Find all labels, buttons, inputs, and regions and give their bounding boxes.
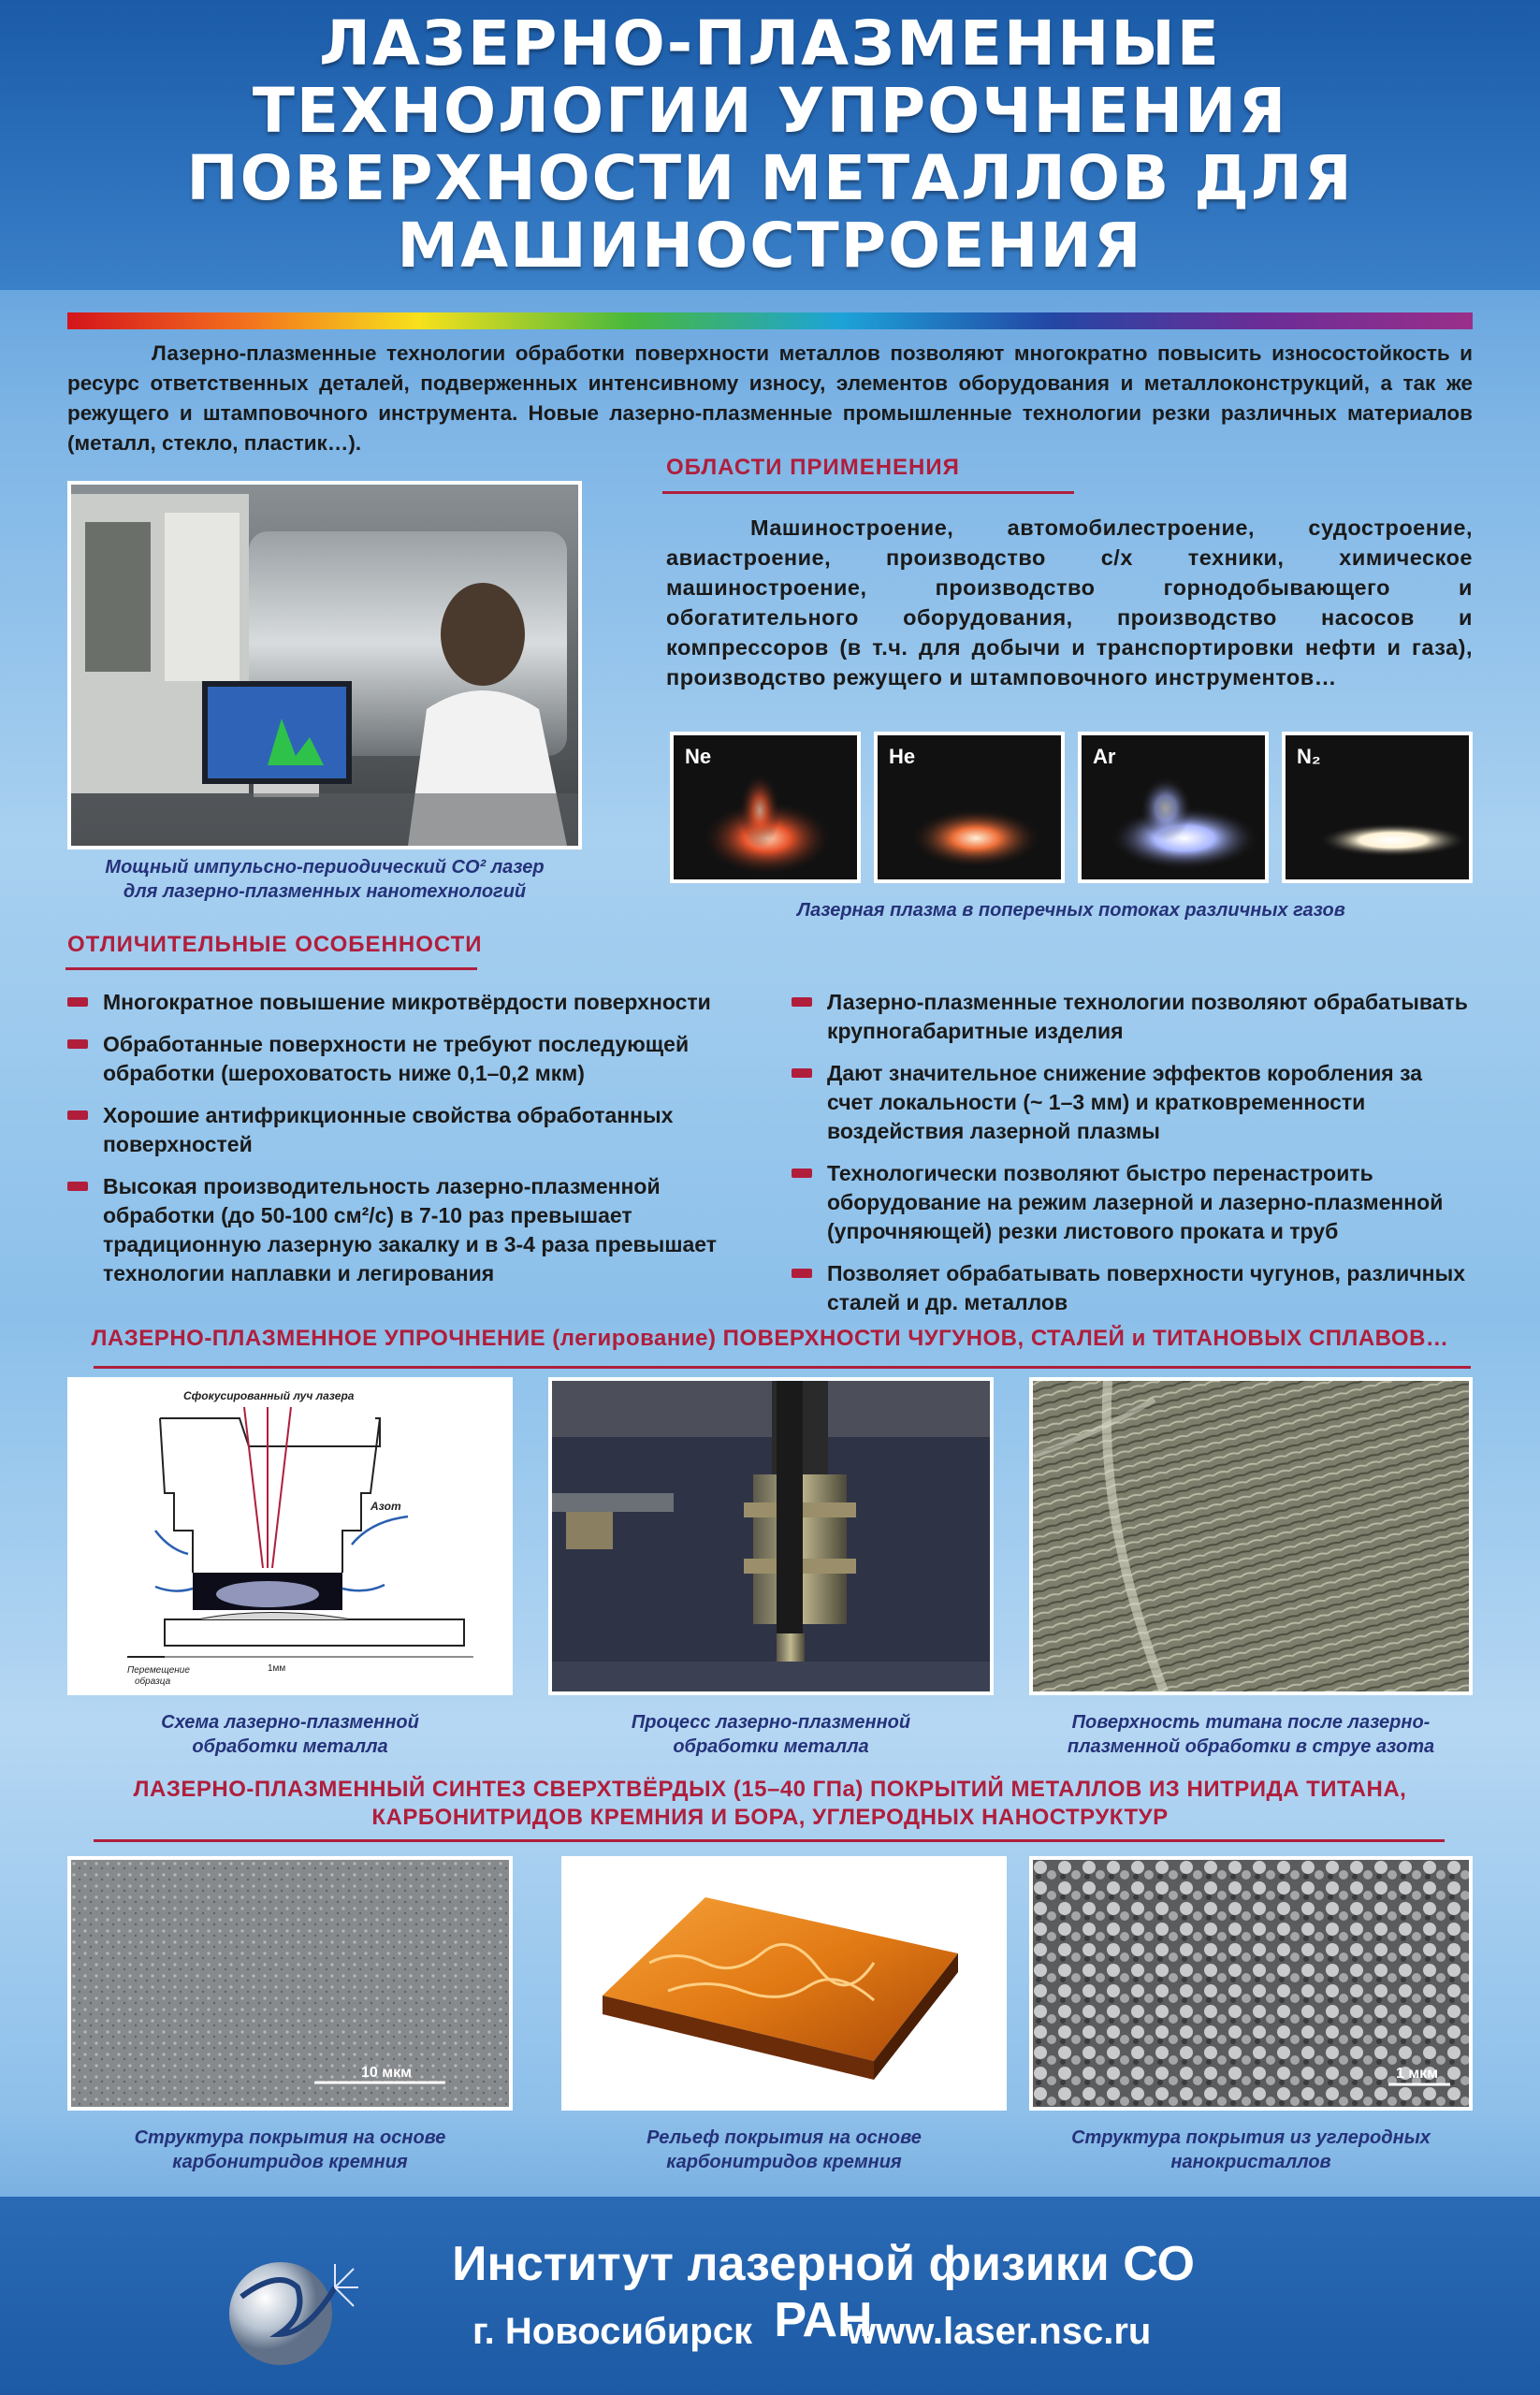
feature-text: Высокая производительность лазерно-плазменной обработки (до 50-100 см²/с) в 7-10 раз превышает традиционную лазерную закалку и в 3-4 раза превышает технологии наплавки и легирования [103, 1174, 718, 1285]
feature-item [792, 1159, 1473, 1246]
gas-label-ar: Ar [1093, 745, 1116, 768]
synthesis-caption-2 [561, 2126, 1007, 2174]
hardening-caption-3 [1029, 1710, 1473, 1759]
sem-silicon-carbonitride-photo [67, 1856, 513, 2111]
header [0, 0, 1540, 290]
features-right-list [792, 988, 1473, 1330]
bullet-icon [792, 997, 812, 1007]
sem-3-illustration [1033, 1860, 1469, 2107]
scheme-gas-label: Азот [370, 1500, 401, 1513]
gas-label-he: He [889, 745, 916, 768]
gases-caption: Лазерная плазма в поперечных потоках различных газов [797, 900, 1345, 921]
gas-plasma-he [874, 732, 1065, 883]
synthesis-caption-1-line2: карбонитридов кремния [172, 2152, 408, 2172]
feature-text: Технологически позволяют быстро перенастроить оборудование на режим лазерной и лазерно-плазменной (упрочняющей) резки листового проката и труб [827, 1161, 1444, 1243]
features-left-list [67, 988, 750, 1301]
hardening-caption-3-line1: Поверхность титана после лазерно- [1071, 1712, 1431, 1733]
hardening-caption-1-line1: Схема лазерно-плазменной [161, 1712, 419, 1733]
bullet-icon [792, 1269, 812, 1278]
bullet-icon [67, 1110, 88, 1120]
feature-text: Лазерно-плазменные технологии позволяют обрабатывать крупногабаритные изделия [827, 990, 1468, 1043]
feature-item [67, 1172, 750, 1288]
feature-text: Дают значительное снижение эффектов коробления за счет локальности (~ 1–3 мм) и кратковременности воздействия лазерной плазмы [827, 1061, 1423, 1143]
hardening-caption-1 [67, 1710, 513, 1759]
feature-item [792, 988, 1473, 1046]
applications-title: ОБЛАСТИ ПРИМЕНЕНИЯ [666, 455, 960, 480]
feature-item [67, 1101, 750, 1159]
institute-url-link[interactable]: www.laser.nsc.ru [847, 2311, 1152, 2352]
synthesis-caption-1-line1: Структура покрытия на основе [134, 2127, 446, 2148]
scheme-move-label-2: образца [135, 1676, 171, 1687]
gas-plasma-ar [1078, 732, 1269, 883]
process-photo-illustration [552, 1381, 990, 1691]
hardening-title: ЛАЗЕРНО-ПЛАЗМЕННОЕ УПРОЧНЕНИЕ (легирование) ПОВЕРХНОСТИ ЧУГУНОВ, СТАЛЕЙ и ТИТАНОВЫХ СПЛАВОВ… [91, 1326, 1449, 1351]
scheme-beam-label: Сфокусированный луч лазера [183, 1389, 355, 1402]
scale-bar-10um: 10 мкм [361, 2065, 412, 2081]
bullet-icon [792, 1068, 812, 1078]
hardening-caption-1-line2: обработки металла [192, 1736, 388, 1757]
synthesis-caption-1 [67, 2126, 513, 2174]
scheme-scale-label: 1мм [268, 1663, 286, 1674]
sem-1-illustration [71, 1860, 509, 2107]
titanium-surface-photo [1029, 1377, 1473, 1695]
gas-plasma-ne [670, 732, 861, 883]
scheme-move-label-1: Перемещение [127, 1665, 190, 1676]
laser-photo-caption-line2: для лазерно-плазменных нанотехнологий [123, 881, 527, 902]
synthesis-title-line1: ЛАЗЕРНО-ПЛАЗМЕННЫЙ СИНТЕЗ СВЕРХТВЁРДЫХ (15–40 ГПа) ПОКРЫТИЙ МЕТАЛЛОВ ИЗ НИТРИДА ТИТАНА, [133, 1777, 1407, 1802]
feature-item [67, 988, 750, 1017]
institute-name: Институт лазерной физики СО РАН [452, 2237, 1195, 2347]
titanium-surface-illustration [1033, 1381, 1469, 1691]
gas-label-n2: N₂ [1297, 745, 1321, 768]
feature-text: Позволяет обрабатывать поверхности чугунов, различных сталей и др. металлов [827, 1261, 1466, 1314]
process-photo [548, 1377, 994, 1695]
synthesis-title [67, 1776, 1473, 1832]
institute-city: г. Новосибирск [472, 2311, 753, 2352]
gas-plasma-n2 [1282, 732, 1473, 883]
laser-photo-caption-line1: Мощный импульсно-периодический CO² лазер [105, 857, 545, 878]
bullet-icon [67, 1039, 88, 1049]
feature-item [792, 1059, 1473, 1146]
bullet-icon [792, 1168, 812, 1178]
hardening-caption-3-line2: плазменной обработки в струе азота [1067, 1736, 1435, 1757]
synthesis-caption-3-line1: Структура покрытия из углеродных [1071, 2127, 1431, 2148]
intro-paragraph: Лазерно-плазменные технологии обработки поверхности металлов позволяют многократно повысить износостойкость и ресурс ответственных деталей, подверженных интенсивному износу, элементов оборудования и металлоконструкций, а так же режущего и штамповочного инструмента. Новые лазерно-плазменные промышленные технологии резки различных материалов (металл, стекло, пластик…). [67, 341, 1473, 455]
feature-item [67, 1030, 750, 1088]
synthesis-title-line2: КАРБОНИТРИДОВ КРЕМНИЯ И БОРА, УГЛЕРОДНЫХ НАНОСТРУКТУР [371, 1805, 1169, 1830]
features-rule [65, 967, 477, 970]
synthesis-rule [94, 1839, 1445, 1842]
applications-rule [662, 491, 1074, 494]
afm-relief-photo [561, 1856, 1007, 2111]
feature-text: Обработанные поверхности не требуют последующей обработки (шероховатость ниже 0,1–0,2 мкм) [103, 1032, 690, 1085]
gas-label-ne: Ne [685, 745, 712, 768]
processing-scheme-diagram [67, 1377, 513, 1695]
feature-text: Хорошие антифрикционные свойства обработанных поверхностей [103, 1103, 674, 1156]
sem-carbon-nanocrystals-photo [1029, 1856, 1473, 2111]
synthesis-caption-2-line2: карбонитридов кремния [666, 2152, 902, 2172]
hardening-rule [94, 1366, 1471, 1369]
afm-relief-illustration [565, 1860, 1003, 2107]
scheme-illustration [71, 1381, 509, 1691]
features-title: ОТЛИЧИТЕЛЬНЫЕ ОСОБЕННОСТИ [67, 932, 483, 957]
scale-bar-1um: 1 мкм [1396, 2066, 1439, 2082]
bullet-icon [67, 997, 88, 1007]
hardening-caption-2-line1: Процесс лазерно-плазменной [631, 1712, 911, 1733]
feature-item [792, 1259, 1473, 1317]
rainbow-divider [67, 312, 1473, 329]
hardening-caption-2-line2: обработки металла [673, 1736, 869, 1757]
laser-photo-illustration [71, 485, 578, 846]
hardening-caption-2 [548, 1710, 994, 1759]
laser-photo-caption [67, 855, 582, 904]
feature-text: Многократное повышение микротвёрдости поверхности [103, 990, 711, 1014]
synthesis-caption-3-line2: нанокристаллов [1170, 2152, 1331, 2172]
synthesis-caption-2-line1: Рельеф покрытия на основе [647, 2127, 922, 2148]
page-title: ЛАЗЕРНО-ПЛАЗМЕННЫЕ ТЕХНОЛОГИИ УПРОЧНЕНИЯ ПОВЕРХНОСТИ МЕТАЛЛОВ ДЛЯ МАШИНОСТРОЕНИЯ [186, 7, 1354, 282]
institute-logo-icon [213, 2231, 363, 2381]
laser-installation-photo [67, 481, 582, 849]
bullet-icon [67, 1182, 88, 1191]
synthesis-caption-3 [1029, 2126, 1473, 2174]
applications-text: Машиностроение, автомобилестроение, судостроение, авиастроение, производство с/х техники, химическое машиностроение, производство горнодобывающего и обогатительного оборудования, производство насосов и компрессоров (в т.ч. для добычи и транспортировки нефти и газа), производство режущего и штамповочного инструментов… [666, 515, 1473, 689]
